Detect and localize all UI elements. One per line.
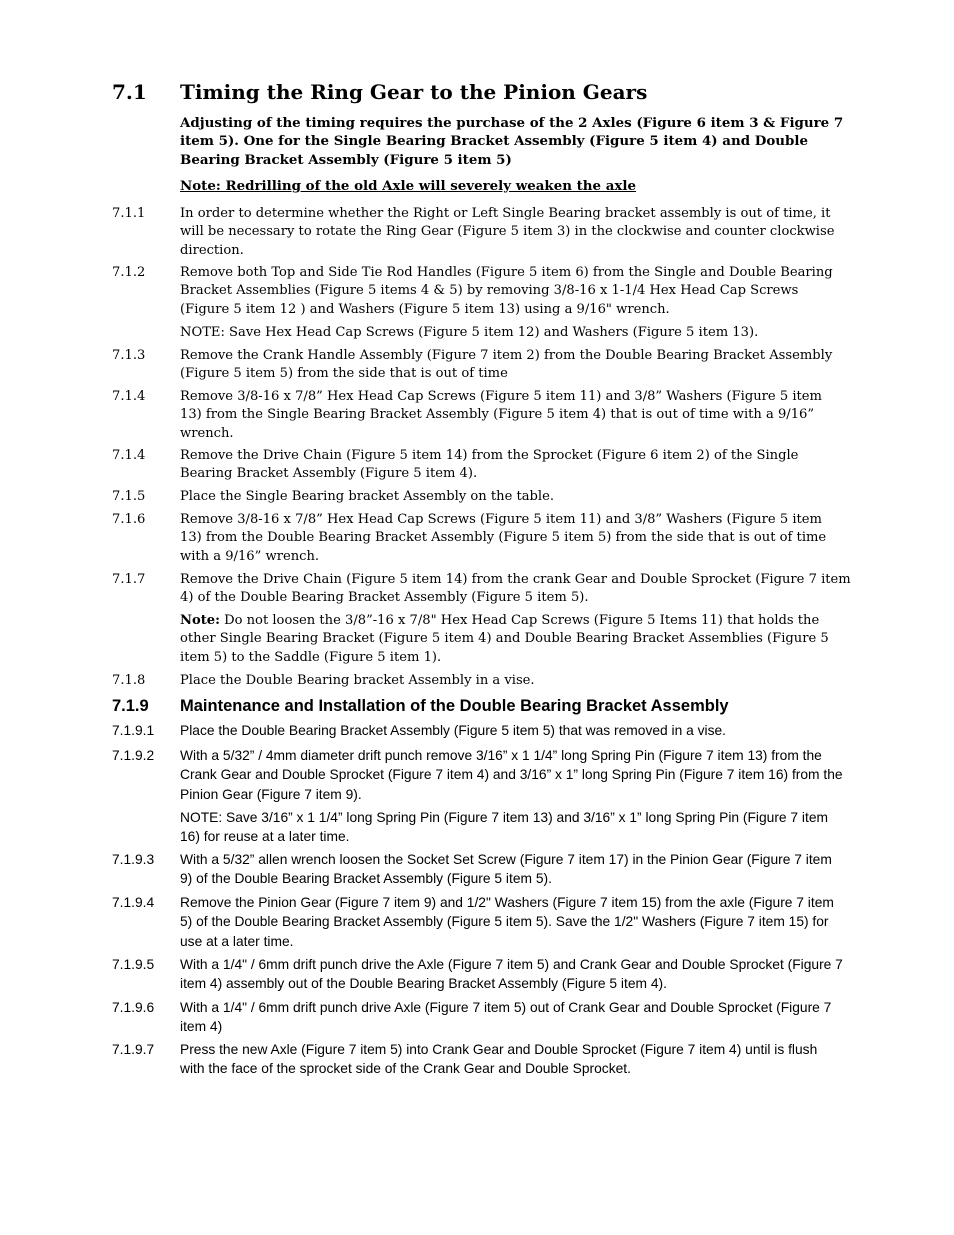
substep-number: 7.1.9.3 — [112, 852, 155, 867]
step-text: Remove the Crank Handle Assembly (Figure 7 item 2) from the Double Bearing Bracket Assembly (Figure 5 item 5) from the side that is out of time — [180, 348, 833, 382]
step-text: Remove the Drive Chain (Figure 5 item 14) from the crank Gear and Double Sprocket (Figure 7 item 4) of the Double Bearing Bracket Assembly (Figure 5 item 5). — [180, 572, 851, 606]
redrilling-warning: Note: Redrilling of the old Axle will severely weaken the axle — [180, 178, 636, 194]
note-text: Do not loosen the 3/8”-16 x 7/8" Hex Head Cap Screws (Figure 5 Items 11) that holds the other Single Bearing Bracket (Figure 5 item 4) and Double Bearing Bracket Assemblies (Figure 5 item 5) to the Saddle (Figure 5 item 1). — [180, 613, 829, 665]
step-text: Remove both Top and Side Tie Rod Handles (Figure 5 item 6) from the Single and Double Bearing Bracket Assemblies (Figure 5 items 4 & 5) by removing 3/8-16 x 1-1/4 Hex Head Cap Screws (Figure 5 item 12 ) and Washers (Figure 5 item 13) using a 9/16" wrench. — [180, 265, 833, 317]
substep-number: 7.1.9.5 — [112, 957, 155, 972]
substep-number: 7.1.9.7 — [112, 1042, 155, 1057]
note-save-spring-pins: NOTE: Save 3/16” x 1 1/4” long Spring Pin (Figure 7 item 13) and 3/16” x 1” long Spring Pin (Figure 7 item 16) for reuse at a later time. — [180, 810, 828, 845]
note-label: Note: — [180, 613, 220, 628]
substep-text: Place the Double Bearing Bracket Assembly (Figure 5 item 5) that was removed in a vise. — [180, 723, 726, 738]
step-number: 7.1.8 — [112, 673, 146, 688]
substep-text: With a 5/32” allen wrench loosen the Socket Set Screw (Figure 7 item 17) in the Pinion Gear (Figure 7 item 9) of the Double Bearing Bracket Assembly (Figure 5 item 5). — [180, 852, 832, 887]
step-text: Place the Double Bearing bracket Assembly in a vise. — [180, 673, 535, 688]
subsection-title: Maintenance and Installation of the Double Bearing Bracket Assembly — [180, 697, 729, 715]
substep-text: Remove the Pinion Gear (Figure 7 item 9) and 1/2" Washers (Figure 7 item 15) from the axle (Figure 7 item 5) of the Double Bearing Bracket Assembly (Figure 5 item 5). Save the 1/2" Washers (Figure 7 item 15) for use at a later time. — [180, 895, 834, 949]
step-number: 7.1.4 — [112, 448, 146, 463]
subsection-number: 7.1.9 — [112, 697, 149, 715]
substep-text: With a 1/4" / 6mm drift punch drive the Axle (Figure 7 item 5) and Crank Gear and Double Sprocket (Figure 7 item 4) assembly out of the Double Bearing Bracket Assembly (Figure 5 item 4). — [180, 957, 843, 992]
section-number: 7.1 — [112, 80, 147, 104]
step-number: 7.1.6 — [112, 512, 146, 527]
step-text: Remove the Drive Chain (Figure 5 item 14) from the Sprocket (Figure 6 item 2) of the Single Bearing Bracket Assembly (Figure 5 item 4). — [180, 448, 799, 482]
step-text: Remove 3/8-16 x 7/8” Hex Head Cap Screws (Figure 5 item 11) and 3/8” Washers (Figure 5 item 13) from the Double Bearing Bracket Assembly (Figure 5 item 5) from the side that is out of time with a 9/16” wrench. — [180, 512, 827, 564]
step-number: 7.1.7 — [112, 572, 146, 587]
step-text: In order to determine whether the Right or Left Single Bearing bracket assembly is out of time, it will be necessary to rotate the Ring Gear (Figure 5 item 3) in the clockwise and counter clockwise direction. — [180, 206, 835, 258]
section-intro: Adjusting of the timing requires the purchase of the 2 Axles (Figure 6 item 3 & Figure 7 item 5). One for the Single Bearing Bracket Assembly (Figure 5 item 4) and Double Bearing Bracket Assembly (Figure 5 item 5) — [180, 115, 844, 168]
step-number: 7.1.1 — [112, 206, 146, 221]
substep-number: 7.1.9.4 — [112, 895, 155, 910]
substep-number: 7.1.9.2 — [112, 748, 155, 763]
substep-text: With a 1/4" / 6mm drift punch drive Axle (Figure 7 item 5) out of Crank Gear and Double Sprocket (Figure 7 item 4) — [180, 1000, 832, 1035]
section-title: Timing the Ring Gear to the Pinion Gears — [180, 80, 648, 104]
step-number: 7.1.3 — [112, 348, 146, 363]
step-text: Remove 3/8-16 x 7/8” Hex Head Cap Screws (Figure 5 item 11) and 3/8” Washers (Figure 5 item 13) from the Single Bearing Bracket Assembly (Figure 5 item 4) that is out of time with a 9/16” wrench. — [180, 389, 822, 441]
substep-number: 7.1.9.6 — [112, 1000, 155, 1015]
step-number: 7.1.5 — [112, 489, 146, 504]
substep-number: 7.1.9.1 — [112, 723, 155, 738]
note-do-not-loosen — [180, 612, 845, 667]
step-number: 7.1.4 — [112, 389, 146, 404]
substep-text: Press the new Axle (Figure 7 item 5) into Crank Gear and Double Sprocket (Figure 7 item 4) until is flush with the face of the sprocket side of the Crank Gear and Double Sprocket. — [180, 1042, 818, 1077]
step-number: 7.1.2 — [112, 265, 146, 280]
substep-text: With a 5/32” / 4mm diameter drift punch remove 3/16” x 1 1/4” long Spring Pin (Figure 7 item 13) from the Crank Gear and Double Sprocket (Figure 7 item 4) and 3/16” x 1” long Spring Pin (Figure 7 item 16) from the Pinion Gear (Figure 7 item 9). — [180, 748, 843, 802]
step-text: Place the Single Bearing bracket Assembly on the table. — [180, 489, 555, 504]
note-save-screws: NOTE: Save Hex Head Cap Screws (Figure 5 item 12) and Washers (Figure 5 item 13). — [180, 325, 759, 340]
